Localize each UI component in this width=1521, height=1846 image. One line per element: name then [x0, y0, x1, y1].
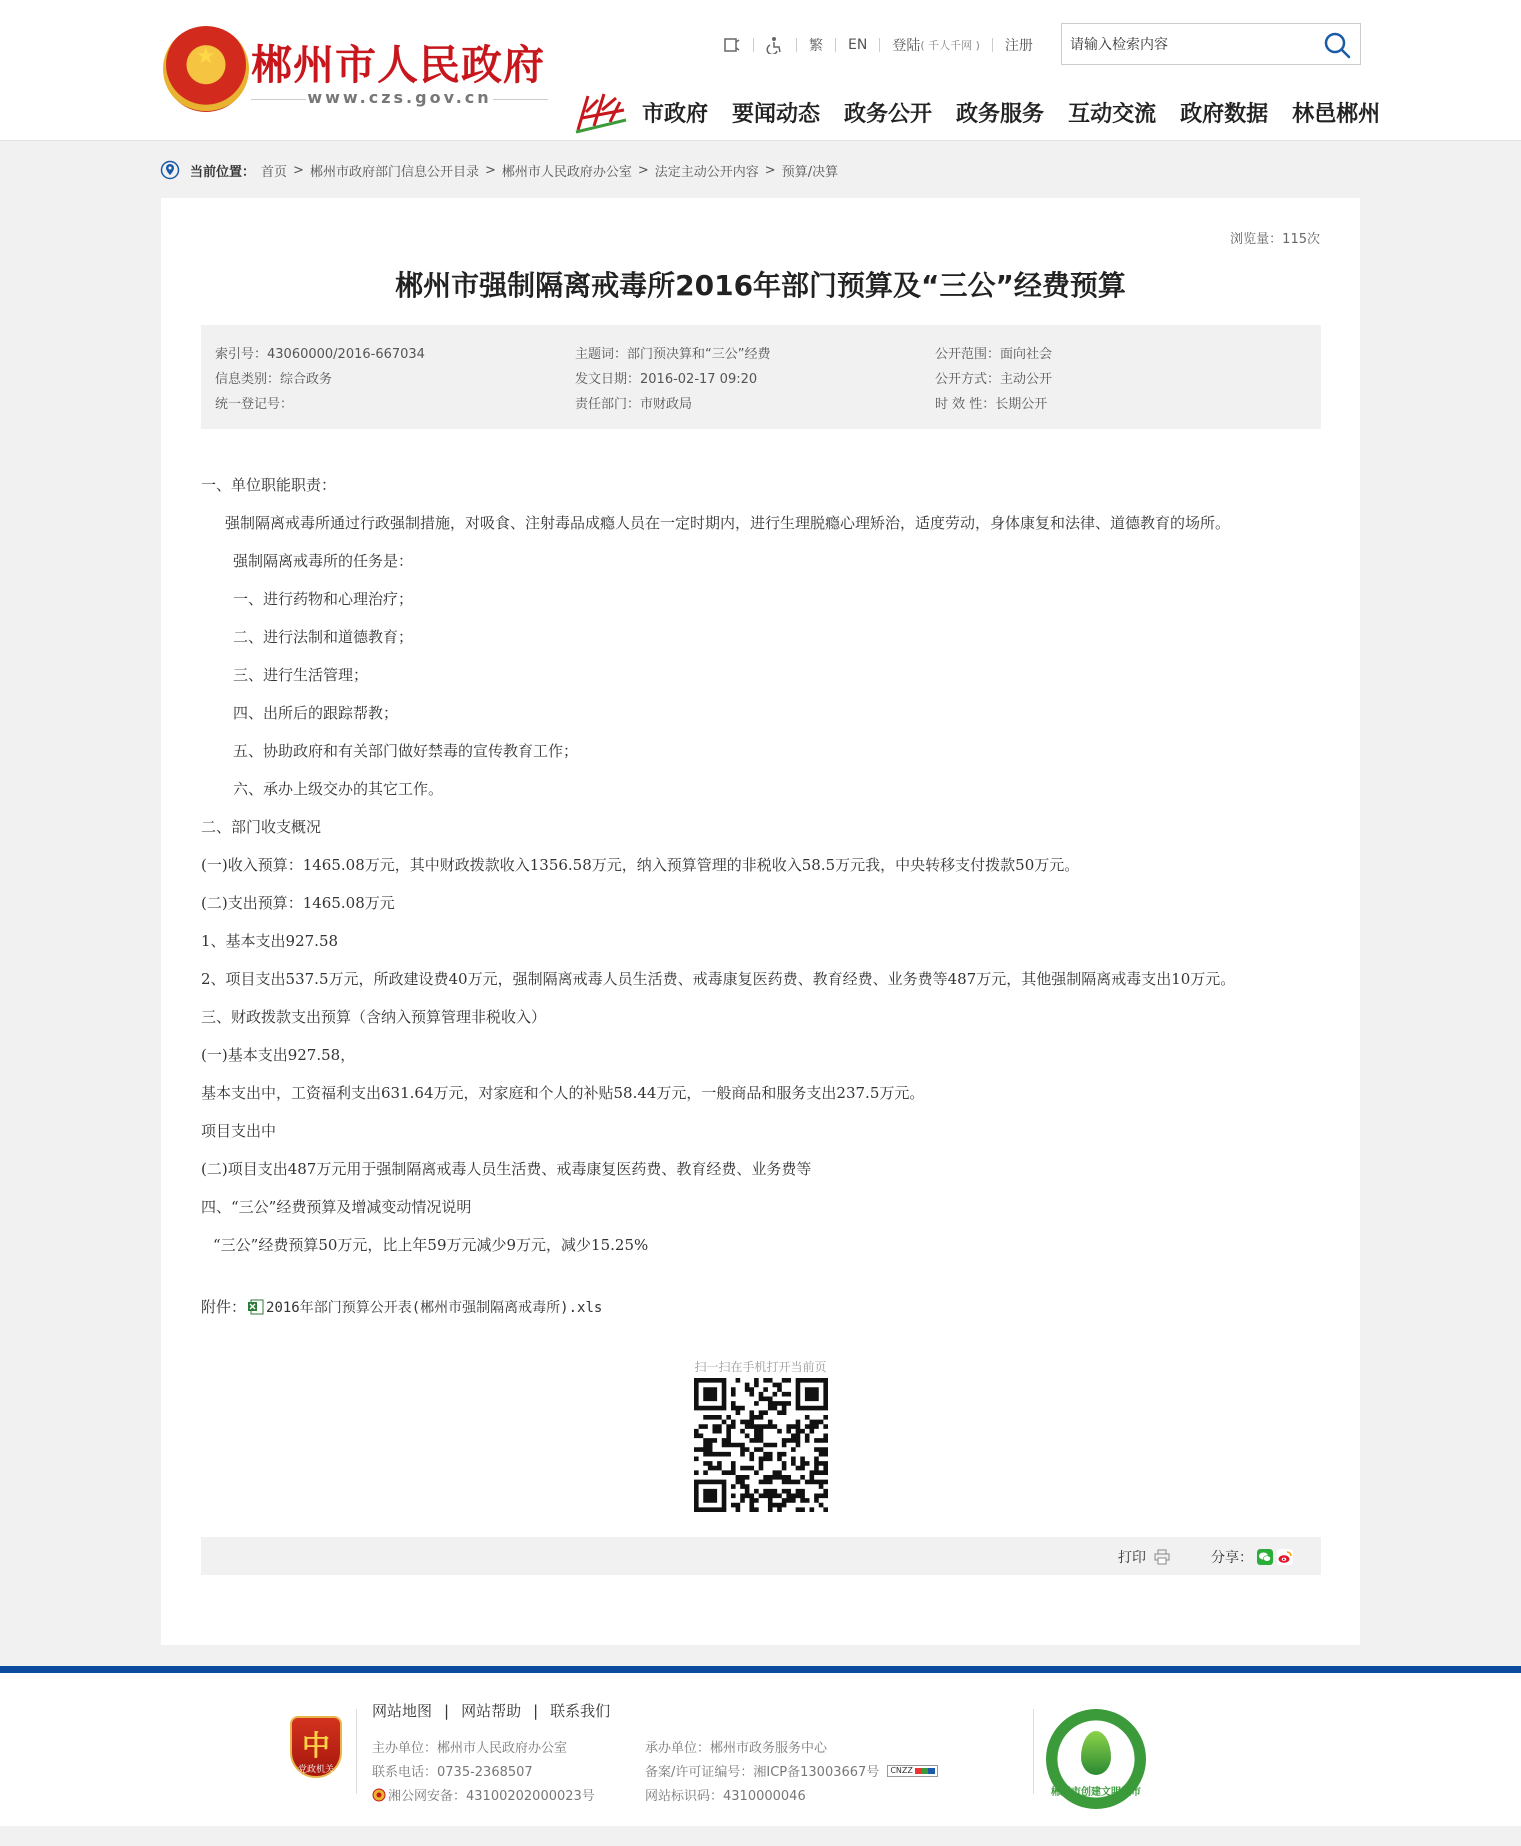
- leaf-icon: [1081, 1731, 1111, 1775]
- login-note: ( 千人千网 ): [920, 39, 980, 52]
- police-record[interactable]: 湘公网安备：43100202000023号: [388, 1789, 595, 1804]
- chevron-right-icon: >: [637, 162, 649, 178]
- breadcrumb-statutory[interactable]: 法定主动公开内容: [654, 164, 759, 180]
- article-paragraph: 强制隔离戒毒所的任务是：: [233, 552, 414, 570]
- breadcrumb-budget[interactable]: 预算/决算: [781, 164, 839, 180]
- article-paragraph: 一、进行药物和心理治疗；: [233, 590, 414, 608]
- article-paragraph: 1、基本支出927.58: [201, 932, 339, 950]
- nav-item-gov-services[interactable]: 政务服务: [956, 101, 1045, 127]
- print-label: 打印: [1118, 1550, 1146, 1566]
- article-paragraph: 一、单位职能职责：: [201, 476, 337, 494]
- article-paragraph: 五、协助政府和有关部门做好禁毒的宣传教育工作；: [233, 742, 579, 760]
- article-body: [201, 466, 1321, 1264]
- breadcrumb: [160, 160, 838, 180]
- accessibility-reader-icon[interactable]: [723, 36, 741, 54]
- top-links: [723, 34, 1033, 56]
- party-government-badge-icon[interactable]: [290, 1716, 342, 1778]
- meta-dept: 责任部门：市财政局: [575, 397, 693, 412]
- meta-scope: 公开范围：面向社会: [935, 347, 1053, 362]
- qr-caption: 扫一扫在手机打开当前页: [694, 1360, 827, 1374]
- breadcrumb-label: 当前位置：: [190, 164, 256, 180]
- breadcrumb-catalog[interactable]: 郴州市政府部门信息公开目录: [309, 164, 479, 180]
- attachment-label: 附件：: [201, 1298, 247, 1316]
- location-pin-icon: [160, 160, 180, 180]
- separator: [992, 38, 993, 52]
- search-box: [1061, 23, 1361, 65]
- article-paragraph: 四、“三公”经费预算及增减变动情况说明: [201, 1198, 472, 1216]
- meta-subject: 主题词：部门预决算和“三公”经费: [575, 347, 771, 362]
- nav-item-linyi-chenzhou[interactable]: 林邑郴州: [1292, 101, 1381, 127]
- footer-icp: [645, 1761, 938, 1780]
- chevron-right-icon: >: [293, 162, 304, 178]
- chevron-right-icon: >: [764, 162, 776, 178]
- nav-item-city-government[interactable]: 市政府: [642, 101, 709, 127]
- accessibility-icon[interactable]: [766, 36, 784, 54]
- badge-char: 中: [301, 1729, 330, 1762]
- cnzz-label: CNZZ: [890, 1766, 913, 1775]
- footer-phone: 联系电话：0735-2368507: [372, 1765, 533, 1780]
- wechat-icon[interactable]: [1257, 1549, 1273, 1565]
- separator: [835, 38, 836, 52]
- separator: [753, 38, 754, 52]
- article-paragraph: 三、财政拨款支出预算（含纳入预算管理非税收入）: [201, 1008, 547, 1026]
- meta-index-no: 索引号：43060000/2016-667034: [215, 347, 425, 362]
- site-name: 郴州市人民政府: [251, 41, 545, 89]
- article-container: [161, 198, 1360, 1645]
- separator: |: [444, 1701, 450, 1720]
- main-nav: [574, 90, 1380, 134]
- nav-item-public-affairs[interactable]: 政务公开: [844, 101, 933, 127]
- article-paragraph: “三公”经费预算50万元，比上年59万元减少9万元，减少15.25%: [213, 1236, 649, 1254]
- article-title: 郴州市强制隔离戒毒所2016年部门预算及“三公”经费预算: [395, 269, 1126, 302]
- nav-item-interaction[interactable]: 互动交流: [1068, 101, 1157, 127]
- meta-validity: 时 效 性：长期公开: [935, 397, 1048, 412]
- footer-host: 主办单位：郴州市人民政府办公室: [372, 1741, 568, 1756]
- register-link[interactable]: 注册: [1004, 38, 1033, 54]
- print-button[interactable]: [1118, 1547, 1170, 1567]
- city-logo-icon: [574, 90, 628, 134]
- divider: [356, 1709, 357, 1794]
- chevron-right-icon: >: [484, 162, 496, 178]
- breadcrumb-office[interactable]: 郴州市人民政府办公室: [501, 164, 632, 180]
- article-paragraph: 强制隔离戒毒所通过行政强制措施，对吸食、注射毒品成瘾人员在一定时期内，进行生理脱瘾心理矫治，适度劳动，身体康复和法律、道德教育的场所。: [225, 514, 1231, 532]
- article-paragraph: 项目支出中: [201, 1122, 277, 1140]
- site-header: [0, 0, 1521, 141]
- article-paragraph: (二)项目支出487万元用于强制隔离戒毒人员生活费、戒毒康复医药费、教育经费、业务费等: [201, 1160, 812, 1178]
- article-paragraph: 二、部门收支概况: [201, 818, 322, 836]
- contact-link[interactable]: 联系我们: [550, 1702, 611, 1720]
- seal-text: 郴州市创建文明城市: [1051, 1787, 1141, 1798]
- traditional-chinese-link[interactable]: 繁: [809, 38, 823, 54]
- article-paragraph: (一)基本支出927.58，: [201, 1046, 356, 1064]
- attachment-link[interactable]: 2016年部门预算公开表(郴州市强制隔离戒毒所).xls: [266, 1299, 603, 1316]
- nav-item-gov-data[interactable]: 政府数据: [1180, 101, 1269, 127]
- meta-reg-no: 统一登记号：: [215, 397, 294, 412]
- icp-record[interactable]: 备案/许可证编号：湘ICP备13003667号: [645, 1765, 880, 1780]
- police-badge-icon: [372, 1788, 386, 1802]
- search-input[interactable]: [1070, 32, 1310, 56]
- article-paragraph: (一)收入预算：1465.08万元，其中财政拨款收入1356.58万元，纳入预算管理的非税收入58.5万元我，中央转移支付拨款50万元。: [201, 856, 1080, 874]
- footer-organizer: 承办单位：郴州市政务服务中心: [645, 1741, 828, 1756]
- meta-date: 发文日期：2016-02-17 09:20: [575, 372, 758, 387]
- search-icon[interactable]: [1322, 30, 1352, 60]
- separator: |: [533, 1701, 539, 1720]
- divider: [1033, 1709, 1034, 1794]
- footer-links: [372, 1700, 610, 1721]
- footer-police: [372, 1785, 595, 1804]
- english-link[interactable]: EN: [848, 37, 868, 53]
- cnzz-stat-icon[interactable]: [887, 1765, 938, 1777]
- breadcrumb-home[interactable]: 首页: [261, 164, 288, 180]
- view-count: 浏览量：115次: [1230, 232, 1320, 247]
- attachment: [201, 1296, 602, 1317]
- site-footer: [0, 1666, 1521, 1826]
- separator: [879, 38, 880, 52]
- printer-icon: [1154, 1549, 1170, 1565]
- meta-method: 公开方式：主动公开: [935, 372, 1053, 387]
- separator: [796, 38, 797, 52]
- share: [1211, 1547, 1293, 1567]
- login-link[interactable]: 登陆: [892, 38, 921, 54]
- footer-site-id: 网站标识码：4310000046: [645, 1789, 806, 1804]
- site-url: www.czs.gov.cn: [251, 88, 548, 107]
- article-paragraph: 二、进行法制和道德教育；: [233, 628, 414, 646]
- site-logo[interactable]: [163, 26, 548, 118]
- sitemap-link[interactable]: 网站地图: [372, 1702, 433, 1720]
- nav-item-news[interactable]: 要闻动态: [732, 101, 821, 127]
- qr-code: [694, 1378, 828, 1512]
- national-emblem-icon: ★: [163, 26, 249, 112]
- article-paragraph: 三、进行生活管理；: [233, 666, 369, 684]
- help-link[interactable]: 网站帮助: [461, 1702, 522, 1720]
- article-paragraph: 六、承办上级交办的其它工作。: [233, 780, 444, 798]
- article-paragraph: (二)支出预算：1465.08万元: [201, 894, 395, 912]
- meta-info-type: 信息类别：综合政务: [215, 372, 333, 387]
- excel-file-icon: [248, 1299, 264, 1315]
- article-paragraph: 2、项目支出537.5万元，所政建设费40万元，强制隔离戒毒人员生活费、戒毒康复医药费、教育经费、业务费等487万元，其他强制隔离戒毒支出10万元。: [201, 970, 1236, 988]
- badge-text: 党政机关: [297, 1765, 334, 1775]
- article-toolbar: [201, 1537, 1321, 1575]
- share-label: 分享：: [1211, 1550, 1253, 1566]
- article-paragraph: 基本支出中，工资福利支出631.64万元，对家庭和个人的补贴58.44万元，一般商品和服务支出237.5万元。: [201, 1084, 925, 1102]
- article-meta: [201, 325, 1321, 429]
- weibo-icon[interactable]: [1277, 1549, 1293, 1565]
- civilized-city-seal-icon[interactable]: [1046, 1709, 1146, 1809]
- article-paragraph: 四、出所后的跟踪帮教；: [233, 704, 399, 722]
